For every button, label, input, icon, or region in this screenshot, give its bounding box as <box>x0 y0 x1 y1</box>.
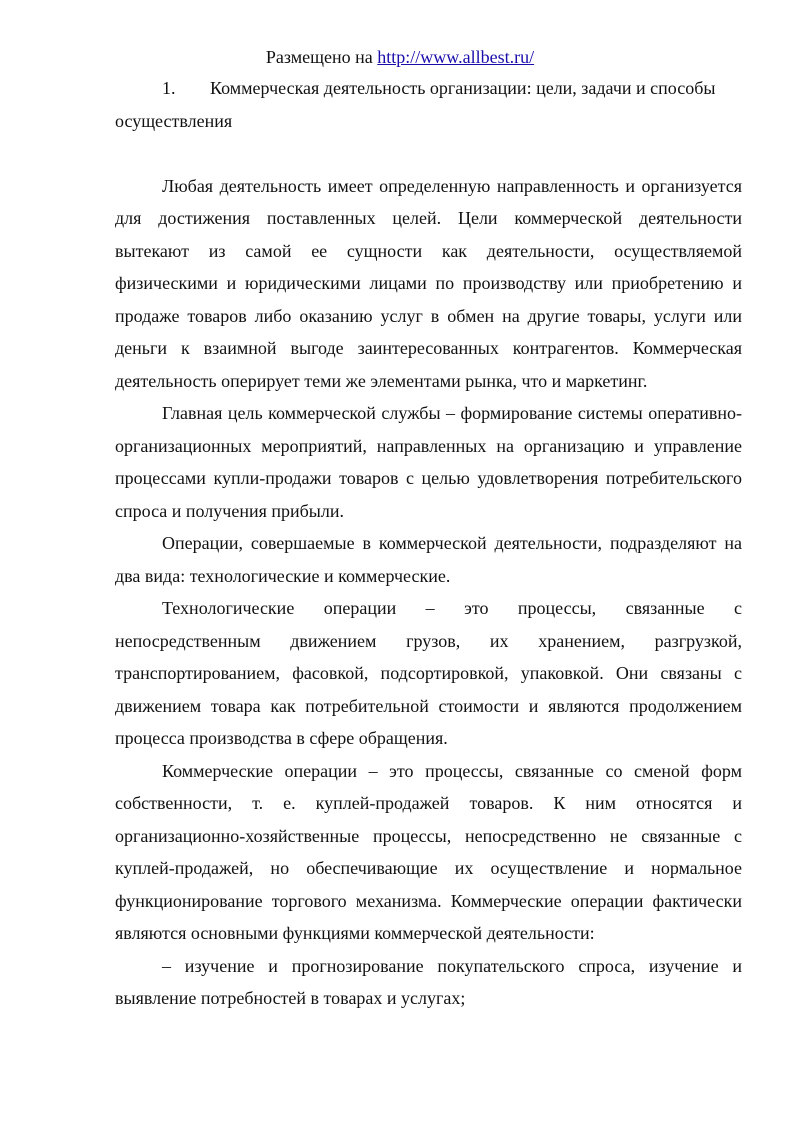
header-prefix: Размещено на <box>265 47 378 67</box>
document-body <box>115 72 742 1015</box>
paragraph-3: Операции, совершаемые в коммерческой деятельности, подразделяют на два вида: технологические и коммерческие. <box>115 533 742 586</box>
page-header <box>0 44 800 70</box>
section-number: 1. <box>162 78 176 98</box>
paragraph-2: Главная цель коммерческой службы – формирование системы оперативно-организационных мероприятий, направленных на организацию и управление процессами купли-продажи товаров с целью удовлетворения потребительского спроса и получения прибыли. <box>115 403 742 521</box>
paragraph-5: Коммерческие операции – это процессы, связанные со сменой форм собственности, т. е. куплей-продажей товаров. К ним относятся и организационно-хозяйственные процессы, непосредственно не связанные с куплей-продажей, но обеспечивающие их осуществление и нормальное функционирование торгового механизма. Коммерческие операции фактически являются основными функциями коммерческой деятельности: <box>115 760 742 943</box>
section-heading <box>115 72 742 105</box>
paragraph-6: – изучение и прогнозирование покупательского спроса, изучение и выявление потребностей в товарах и услугах; <box>115 955 742 1008</box>
paragraph-4: Технологические операции – это процессы, связанные с непосредственным движением грузов, их хранением, разгрузкой, транспортированием, фасовкой, подсортировкой, упаковкой. Они связаны с движением товара как потребительной стоимости и являются продолжением процесса производства в сфере обращения. <box>115 598 742 748</box>
paragraph-1: Любая деятельность имеет определенную направленность и организуется для достижения поставленных целей. Цели коммерческой деятельности вытекают из самой ее сущности как деятельности, осуществляемой физическими и юридическими лицами по производству или приобретению и продаже товаров либо оказанию услуг в обмен на другие товары, услуги или деньги к взаимной выгоде заинтересованных контрагентов. Коммерческая деятельность оперирует теми же элементами рынка, что и маркетинг. <box>115 175 742 391</box>
section-title-line1: Коммерческая деятельность организации: цели, задачи и способы <box>210 78 716 98</box>
section-title-line2: осуществления <box>115 110 233 131</box>
site-link[interactable]: http://www.allbest.ru/ <box>377 47 535 67</box>
